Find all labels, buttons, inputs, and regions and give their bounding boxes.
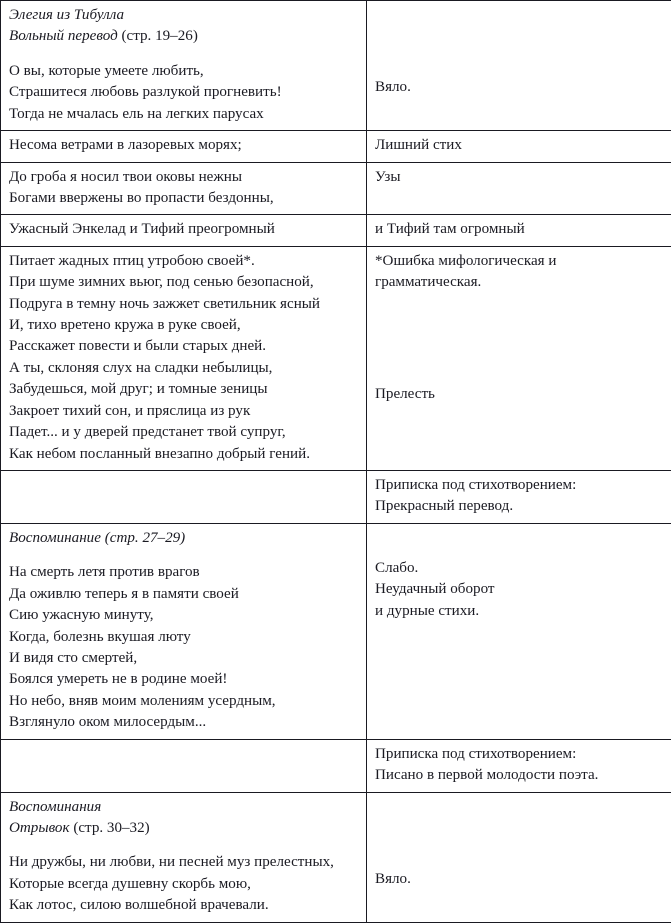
verse-line: Несома ветрами в лазоревых морях; bbox=[9, 135, 358, 156]
verse-block bbox=[9, 135, 358, 156]
verse-line: Да оживлю теперь я в памяти своей bbox=[9, 584, 358, 605]
verse-cell bbox=[1, 792, 367, 922]
verse-line: До гроба я носил твои оковы нежны bbox=[9, 167, 358, 188]
annotation-line: и Тифий там огромный bbox=[375, 219, 663, 240]
annotation-block bbox=[375, 219, 663, 240]
verse-line: Когда, болезнь вкушая люту bbox=[9, 627, 358, 648]
verse-line: Подруга в темну ночь зажжет светильник ясный bbox=[9, 294, 358, 315]
page-range: (стр. 30–32) bbox=[73, 820, 149, 836]
verse-cell-empty bbox=[1, 739, 367, 792]
annotation-cell bbox=[367, 215, 671, 246]
verse-line: Взглянуло оком милосердым... bbox=[9, 712, 358, 733]
verse-cell bbox=[1, 523, 367, 739]
annotation-line: Лишний стих bbox=[375, 135, 663, 156]
spacer bbox=[9, 839, 358, 852]
annotation-block bbox=[375, 797, 663, 890]
verse-block bbox=[9, 251, 358, 465]
verse-cell-empty bbox=[1, 471, 367, 524]
annotation-block bbox=[375, 528, 663, 622]
poem-title: Элегия из Тибулла bbox=[9, 5, 358, 26]
verse-block bbox=[9, 744, 358, 765]
verse-line: Как лотос, силою волшебной врачевали. bbox=[9, 895, 358, 916]
verse-line: Ни дружбы, ни любви, ни песней муз прелестных, bbox=[9, 852, 358, 873]
annotation-line: Узы bbox=[375, 167, 663, 188]
verse-line: Сию ужасную минуту, bbox=[9, 605, 358, 626]
verse-line: Боялся умереть не в родине моей! bbox=[9, 669, 358, 690]
verse-line: И видя сто смертей, bbox=[9, 648, 358, 669]
annotation-line: Приписка под стихотворением: bbox=[375, 475, 663, 496]
verse-block bbox=[9, 219, 358, 240]
verse-line: Которые всегда душевну скорбь мою, bbox=[9, 874, 358, 895]
poem-subtitle: Вольный перевод (стр. 19–26) bbox=[9, 26, 358, 47]
spacer bbox=[9, 549, 358, 562]
verse-line: И, тихо вретено кружа в руке своей, bbox=[9, 315, 358, 336]
verse-line: Тогда не мчалась ель на легких парусах bbox=[9, 104, 358, 125]
table-row bbox=[1, 246, 671, 470]
verse-cell bbox=[1, 131, 367, 162]
spacer bbox=[9, 48, 358, 61]
poem-title: Воспоминания bbox=[9, 797, 358, 818]
verse-line: Закроет тихий сон, и пряслица из рук bbox=[9, 401, 358, 422]
verse-line: Забудешься, мой друг; и томные зеницы bbox=[9, 379, 358, 400]
annotation-block bbox=[375, 167, 663, 188]
table-row bbox=[1, 523, 671, 739]
annotation-line: Вяло. bbox=[375, 869, 663, 890]
verse-line: Страшитеся любовь разлукой прогневить! bbox=[9, 82, 358, 103]
verse-block bbox=[9, 562, 358, 733]
verse-cell bbox=[1, 246, 367, 470]
verse-line: А ты, склоняя слух на сладки небылицы, bbox=[9, 358, 358, 379]
annotation-line: Писано в первой молодости поэта. bbox=[375, 765, 663, 786]
page-range: (стр. 27–29) bbox=[105, 530, 185, 546]
table-row bbox=[1, 471, 671, 524]
annotation-line: Слабо. bbox=[375, 558, 663, 579]
verse-line: Расскажет повести и были старых дней. bbox=[9, 336, 358, 357]
annotation-block bbox=[375, 744, 663, 787]
verse-block bbox=[9, 852, 358, 916]
annotation-line: Неудачный оборот bbox=[375, 579, 663, 600]
verse-cell bbox=[1, 162, 367, 215]
verse-block bbox=[9, 475, 358, 496]
annotation-block bbox=[375, 5, 663, 98]
annotation-block bbox=[375, 294, 663, 405]
table-row bbox=[1, 215, 671, 246]
table-row bbox=[1, 162, 671, 215]
verse-line: Ужасный Энкелад и Тифий преогромный bbox=[9, 219, 358, 240]
verse-line: Но небо, вняв моим молениям усердным, bbox=[9, 691, 358, 712]
table-row bbox=[1, 792, 671, 922]
verse-cell bbox=[1, 1, 367, 131]
verse-line: Как небом посланный внезапно добрый гений. bbox=[9, 444, 358, 465]
verse-line: При шуме зимних вьюг, под сенью безопасной, bbox=[9, 272, 358, 293]
table-row bbox=[1, 1, 671, 131]
annotation-cell bbox=[367, 523, 671, 739]
table-row bbox=[1, 739, 671, 792]
verse-line: Падет... и у дверей предстанет твой супруг, bbox=[9, 422, 358, 443]
annotation-block bbox=[375, 135, 663, 156]
annotation-line: Прелесть bbox=[375, 384, 663, 405]
poem-subtitle: Отрывок (стр. 30–32) bbox=[9, 818, 358, 839]
footnote-line: *Ошибка мифологическая и грамматическая. bbox=[375, 251, 663, 294]
annotation-cell bbox=[367, 792, 671, 922]
annotation-block bbox=[375, 475, 663, 518]
verse-line: О вы, которые умеете любить, bbox=[9, 61, 358, 82]
annotation-line: Приписка под стихотворением: bbox=[375, 744, 663, 765]
verse-block bbox=[9, 167, 358, 210]
verse-line: На смерть летя против врагов bbox=[9, 562, 358, 583]
annotation-cell bbox=[367, 246, 671, 470]
page-range: (стр. 19–26) bbox=[121, 28, 197, 44]
annotation-cell bbox=[367, 739, 671, 792]
verse-line: Богами ввержены во пропасти бездонны, bbox=[9, 188, 358, 209]
annotation-cell bbox=[367, 131, 671, 162]
verse-line: Питает жадных птиц утробою своей*. bbox=[9, 251, 358, 272]
annotation-line: и дурные стихи. bbox=[375, 601, 663, 622]
annotation-cell bbox=[367, 162, 671, 215]
annotation-line: Вяло. bbox=[375, 77, 663, 98]
verse-block bbox=[9, 61, 358, 125]
annotation-cell bbox=[367, 1, 671, 131]
verse-cell bbox=[1, 215, 367, 246]
footnote-block bbox=[375, 251, 663, 294]
table-row bbox=[1, 131, 671, 162]
annotation-line: Прекрасный перевод. bbox=[375, 496, 663, 517]
poem-title: Воспоминание (стр. 27–29) bbox=[9, 528, 358, 549]
annotation-cell bbox=[367, 471, 671, 524]
